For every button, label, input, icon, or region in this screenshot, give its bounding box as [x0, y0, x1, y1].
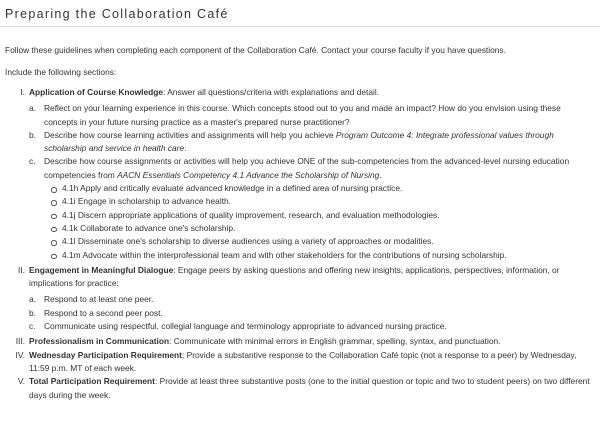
bullet-icon [51, 240, 57, 246]
bullet-text: 4.1m Advocate within the interprofessional team and with other stakeholders for the contributions of nursing scholarship. [62, 249, 507, 260]
section-text: : Engage peers by asking questions and offering new insights, applications, perspectives, information, or implications for practice: [29, 264, 560, 289]
item-text: Describe how course assignments or activities will help you achieve ONE of the sub-competencies from the advanced-level nursing education competencies from [44, 156, 570, 180]
item-letter: a. [29, 294, 36, 305]
sections-list [0, 86, 600, 402]
sub-competency-item [44, 195, 592, 208]
item-text: Reflect on your learning experience in this course. Which concepts stood out to you and made an impact? How do you envision using these concepts in your future nursing practice as a master's prepared nurse practitioner? [44, 103, 561, 127]
section-number: I. [20, 87, 25, 97]
bullet-text: 4.1i Engage in scholarship to advance health. [62, 196, 232, 207]
section-text: : Provide a substantive response to the Collaboration Café topic (not a response to a peer) by Wednesday, 11:59 p.m. MT of each week. [29, 349, 577, 373]
section-title: Total Participation Requirement [29, 376, 155, 387]
bullet-icon [51, 227, 57, 233]
list-item [29, 293, 592, 306]
bullet-icon [51, 214, 57, 220]
section-1-items [29, 102, 592, 262]
item-text-end: . [379, 169, 382, 180]
item-letter: b. [29, 129, 36, 140]
bullet-icon [51, 254, 57, 260]
section-title: Engagement in Meaningful Dialogue [29, 264, 174, 275]
section-3 [0, 335, 600, 348]
section-number: V. [17, 376, 25, 387]
program-outcome-reference: Program Outcome 4: Integrate professional values through scholarship and service in health care [44, 129, 554, 154]
item-letter: c. [29, 321, 36, 332]
include-heading: Include the following sections: [5, 67, 117, 77]
section-text: : Provide at least three substantive posts (one to the initial question or topic and two to student peers) on two different days during the week. [29, 376, 590, 400]
section-4 [0, 349, 600, 376]
item-text-end: . [184, 143, 187, 154]
sub-competency-item [44, 209, 592, 222]
bullet-text: 4.1l Disseminate one's scholarship to diverse audiences using a variety of approaches or modalities. [62, 236, 434, 247]
bullet-text: 4.1j Discern appropriate applications of quality improvement, research, and evaluation methodologies. [62, 209, 440, 220]
list-item [29, 102, 592, 129]
list-item [29, 320, 592, 333]
section-title: Wednesday Participation Requirement [29, 349, 182, 360]
section-text: : Communicate with minimal errors in English grammar, spelling, syntax, and punctuation. [169, 336, 501, 347]
item-text: Describe how course learning activities and assignments will help you achieve [44, 129, 336, 140]
list-item [29, 155, 592, 261]
page-title: Preparing the Collaboration Café [5, 7, 229, 21]
section-title: Professionalism in Communication [29, 336, 170, 347]
item-letter: c. [29, 156, 36, 167]
list-item [29, 307, 592, 320]
item-text: Communicate using respectful, collegial language and terminology appropriate to advanced nursing practice. [44, 321, 447, 332]
section-2-items [29, 293, 592, 333]
item-letter: a. [29, 103, 36, 114]
item-letter: b. [29, 307, 36, 318]
sub-competency-item [44, 235, 592, 248]
competency-reference: AACN Essentials Competency 4.1 Advance the Scholarship of Nursing [117, 169, 380, 180]
section-title: Application of Course Knowledge [29, 87, 164, 97]
list-item [29, 129, 592, 156]
sub-competency-list [44, 182, 592, 262]
sub-competency-item [44, 182, 592, 195]
section-2 [0, 264, 600, 333]
section-number: III. [15, 336, 25, 347]
section-5 [0, 375, 600, 402]
bullet-icon [51, 200, 57, 206]
section-number: II. [18, 264, 25, 275]
item-text: Respond to a second peer post. [44, 307, 163, 318]
title-divider [0, 26, 600, 27]
bullet-text: 4.1h Apply and critically evaluate advanced knowledge in a defined area of nursing practice. [62, 183, 403, 194]
bullet-icon [51, 187, 57, 193]
section-number: IV. [15, 349, 25, 360]
intro-text: Follow these guidelines when completing each component of the Collaboration Café. Contact your course faculty if you have questions. [5, 45, 506, 55]
section-text: : Answer all questions/criteria with explanations and detail. [163, 87, 380, 97]
section-1 [0, 86, 600, 262]
sub-competency-item [44, 222, 592, 235]
bullet-text: 4.1k Collaborate to advance one's scholarship. [62, 222, 236, 233]
sub-competency-item [44, 249, 592, 262]
item-text: Respond to at least one peer. [44, 294, 154, 305]
